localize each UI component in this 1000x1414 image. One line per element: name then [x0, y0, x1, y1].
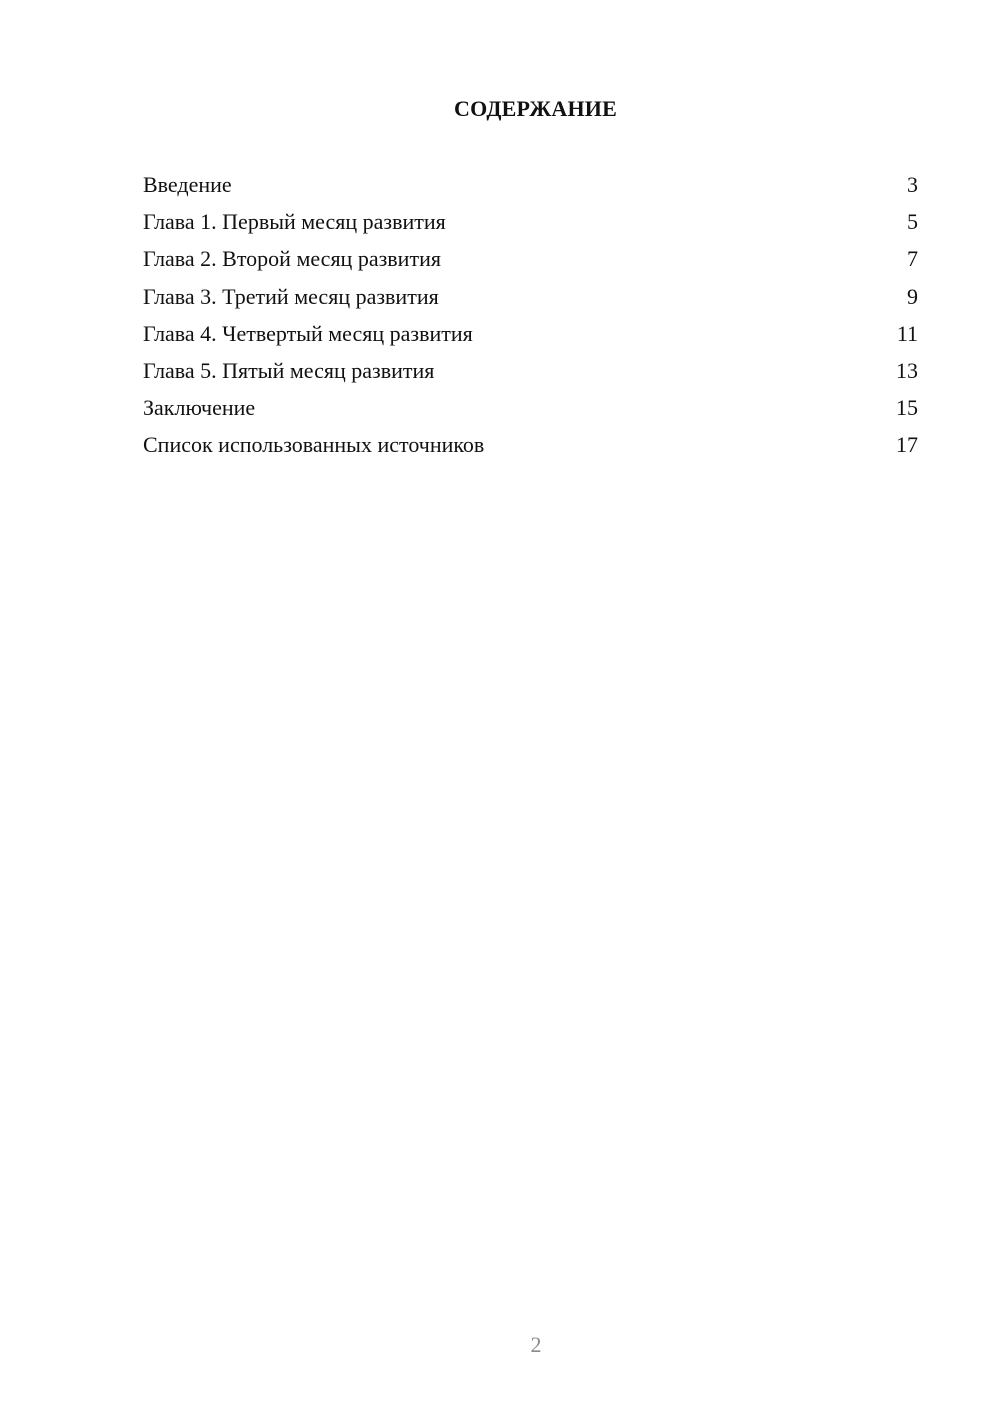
toc-heading: СОДЕРЖАНИЕ	[454, 96, 617, 121]
toc-entry-title: Глава 3. Третий месяц развития	[143, 283, 439, 309]
toc-entry-title: Введение	[143, 172, 232, 197]
toc-entry[interactable]	[143, 170, 918, 207]
toc-entry-page: 7	[907, 246, 918, 272]
toc-entry-title: Глава 4. Четвертый месяц развития	[143, 320, 473, 346]
toc-entry-title: Глава 2. Второй месяц развития	[143, 246, 441, 272]
toc-entry[interactable]	[143, 244, 918, 281]
toc-entry-title: Заключение	[143, 395, 256, 421]
toc-entry-title: Глава 5. Пятый месяц развития	[143, 357, 435, 383]
toc-entry-page: 5	[907, 209, 918, 235]
toc-entry[interactable]	[143, 319, 918, 356]
toc-entry[interactable]	[143, 393, 918, 430]
toc-entry[interactable]	[143, 430, 918, 467]
toc-entry-page: 15	[896, 395, 918, 421]
toc-entry[interactable]	[143, 282, 918, 319]
toc-list	[143, 170, 918, 468]
toc-entry[interactable]	[143, 207, 918, 244]
toc-entry-page: 17	[896, 432, 918, 458]
page-number: 2	[530, 1332, 542, 1357]
toc-entry-title: Глава 1. Первый месяц развития	[143, 209, 446, 235]
toc-entry-page: 13	[896, 357, 918, 383]
toc-entry-page: 11	[896, 320, 918, 346]
toc-entry-page: 9	[907, 283, 918, 309]
toc-entry-page: 3	[907, 172, 918, 197]
toc-entry[interactable]	[143, 356, 918, 393]
toc-entry-title: Список использованных источников	[143, 432, 485, 458]
